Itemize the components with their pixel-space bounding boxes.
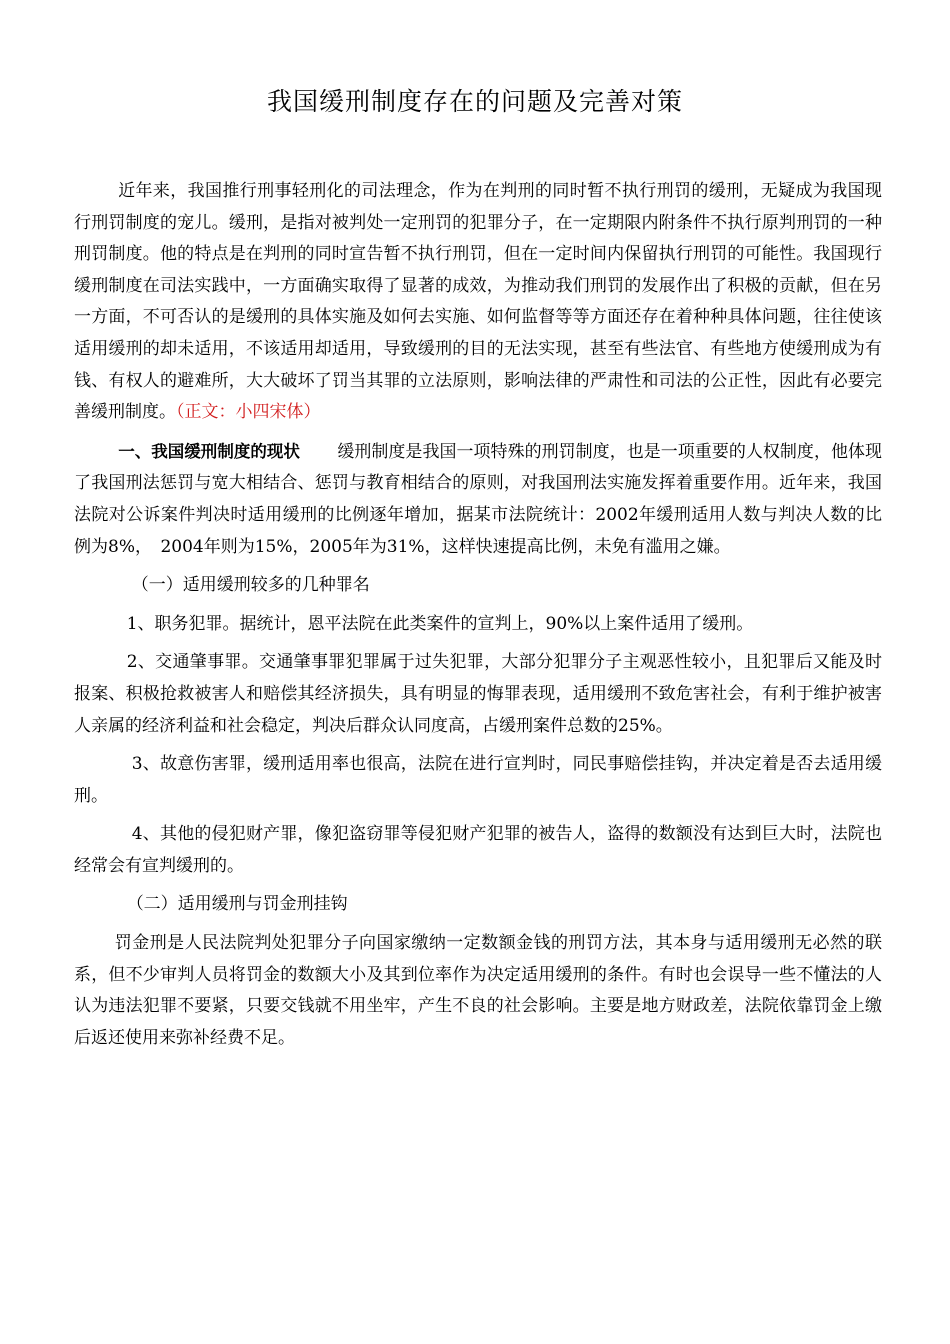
document-title: 我国缓刑制度存在的问题及完善对策 bbox=[266, 87, 683, 116]
list-item-3: 3、故意伤害罪，缓刑适用率也很高，法院在进行宣判时，同民事赔偿挂钩，并决定着是否去适用缓刑。 bbox=[74, 754, 882, 806]
sub2-paragraph: 罚金刑是人民法院判处犯罪分子向国家缴纳一定数额金钱的刑罚方法，其本身与适用缓刑无必然的联系，但不少审判人员将罚金的数额大小及其到位率作为决定适用缓刑的条件。有时也会误导一些不懂法的人认为违法犯罪不要紧，只要交钱就不用坐牢，产生不良的社会影响。主要是地方财政差，法院依靠罚金上缴后返还使用来弥补经费不足。 bbox=[74, 933, 882, 1048]
list-item-2: 2、交通肇事罪。交通肇事罪犯罪属于过失犯罪，大部分犯罪分子主观恶性较小，且犯罪后又能及时报案、积极抢救被害人和赔偿其经济损失，具有明显的悔罪表现，适用缓刑不致危害社会，有利于维护被害人亲属的经济利益和社会稳定，判决后群众认同度高，占缓刑案件总数的25%。 bbox=[74, 652, 882, 736]
list-item-4: 4、其他的侵犯财产罪，像犯盗窃罪等侵犯财产犯罪的被告人，盗得的数额没有达到巨大时，法院也经常会有宣判缓刑的。 bbox=[74, 824, 882, 876]
document-body bbox=[74, 176, 882, 1054]
intro-text: 近年来，我国推行刑事轻刑化的司法理念，作为在判刑的同时暂不执行刑罚的缓刑，无疑成为我国现行刑罚制度的宠儿。缓刑，是指对被判处一定刑罚的犯罪分子，在一定期限内附条件不执行原判刑罚的一种刑罚制度。他的特点是在判刑的同时宣告暂不执行刑罚，但在一定时间内保留执行刑罚的可能性。我国现行缓刑制度在司法实践中，一方面确实取得了显著的成效，为推动我们刑罚的发展作出了积极的贡献，但在另一方面，不可否认的是缓刑的具体实施及如何去实施、如何监督等等方面还存在着种种具体问题，往往使该适用缓刑的却未适用，不该适用却适用，导致缓刑的目的无法实现，甚至有些法官、有些地方使缓刑成为有钱、有权人的避难所，大大破坏了罚当其罪的立法原则，影响法律的严肃性和司法的公正性，因此有必要完善缓刑制度。 bbox=[74, 181, 882, 423]
format-note: （正文：小四宋体） bbox=[176, 402, 321, 423]
intro-paragraph bbox=[74, 176, 882, 429]
section1-heading: 一、我国缓刑制度的现状 bbox=[118, 441, 300, 461]
list-item-1: 1、职务犯罪。据统计，恩平法院在此类案件的宣判上，90%以上案件适用了缓刑。 bbox=[126, 613, 754, 634]
section1-paragraph bbox=[74, 436, 882, 563]
sub1-heading: （一）适用缓刑较多的几种罪名 bbox=[131, 575, 370, 596]
section1-text: 缓刑制度是我国一项特殊的刑罚制度，也是一项重要的人权制度，他体现了我国刑法惩罚与宽大相结合、惩罚与教育相结合的原则，对我国刑法实施发挥着重要作用。近年来，我国法院对公诉案件判决时适用缓刑的比例逐年增加，据某市法院统计：2002年缓刑适用人数与判决人数的比例为8%， 2004年则为15%，2005年为31%，这样快速提高比例，未免有滥用之嫌。 bbox=[74, 441, 883, 557]
sub2-heading: （二）适用缓刑与罚金刑挂钩 bbox=[126, 894, 348, 915]
